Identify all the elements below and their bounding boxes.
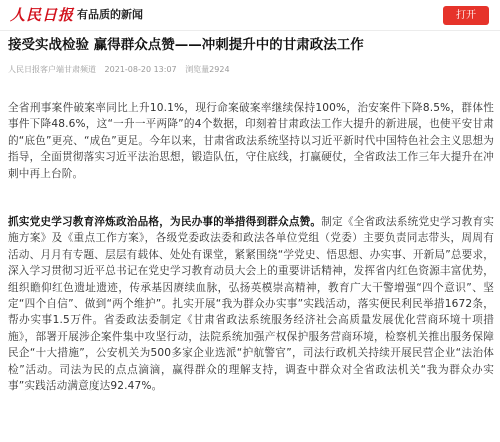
peoples-daily-logo: 人民日报 [10,6,75,24]
slogan-text: 有品质的新闻 [77,8,143,21]
article-paragraph-1: 全省刑事案件破案率同比上升10.1%，现行命案破案率继续保持100%，治安案件下降8.5%，群体性事件下降48.6%，这“一升一平两降”的4个数据，印刻着甘肃政法工作大提升的新进展，也使平安甘肃的“底色”更亮、“成色”更足。今年以来，甘肃省政法系统坚持以习近平新时代中国特色社会主义思想为指导，全面贯彻落实习近平法治思想，锻造队伍，守住底线，打赢硬仗，全省政法工作三年大提升在冲刺中再上台阶。 [8,102,494,180]
open-app-button[interactable]: 打开 [443,6,489,25]
article-paragraph-2 [8,214,494,394]
top-app-bar [0,0,500,30]
paragraph-lead-sentence: 抓实党史学习教育淬炼政治品格，为民办事的举措得到群众点赞。 [8,216,322,228]
article-meta [8,63,236,77]
paragraph-body: 制定《全省政法系统党史学习教育实施方案》及《重点工作方案》，各级党委政法委和政法各单位党组（党委）主要负责同志带头，周周有活动、月月有专题、层层有载体、处处有课堂，紧紧围绕“学党史、悟思想、办实事、开新局”总要求，深入学习贯彻习近平总书记在党史学习教育动员大会上的重要讲话精神，发挥省内红色资源丰富优势，组织瞻仰红色遗址遗迹，传承基因赓续血脉，弘扬英模崇高精神，教育广大干警增强“四个意识”、坚定“四个自信”、做到“两个维护”。扎实开展“我为群众办实事”实践活动，落实便民利民举措1672条，帮办实事1.5万件。省委政法委制定《甘肃省政法系统服务经济社会高质量发展优化营商环境十项措施》，部署开展涉企案件集中攻坚行动，法院系统加强产权保护服务营商环境，检察机关推出服务保障民企“十大措施”，公安机关为500多家企业选派“护航警官”，司法行政机关持续开展民营企业“法治体检”活动。司法为民的点点滴滴，赢得群众的理解支持，调查中群众对全省政法机关“我为群众办实事”实践活动满意度达92.47%。 [8,216,494,393]
article-title: 接受实战检验 赢得群众点赞——冲刺提升中的甘肃政法工作 [8,37,364,53]
article-datetime: 2021-08-20 13:07 [104,65,177,74]
header-divider [0,30,500,31]
article-views: 浏览量2924 [185,65,230,74]
article-source: 人民日报客户端甘肃频道 [8,65,96,74]
